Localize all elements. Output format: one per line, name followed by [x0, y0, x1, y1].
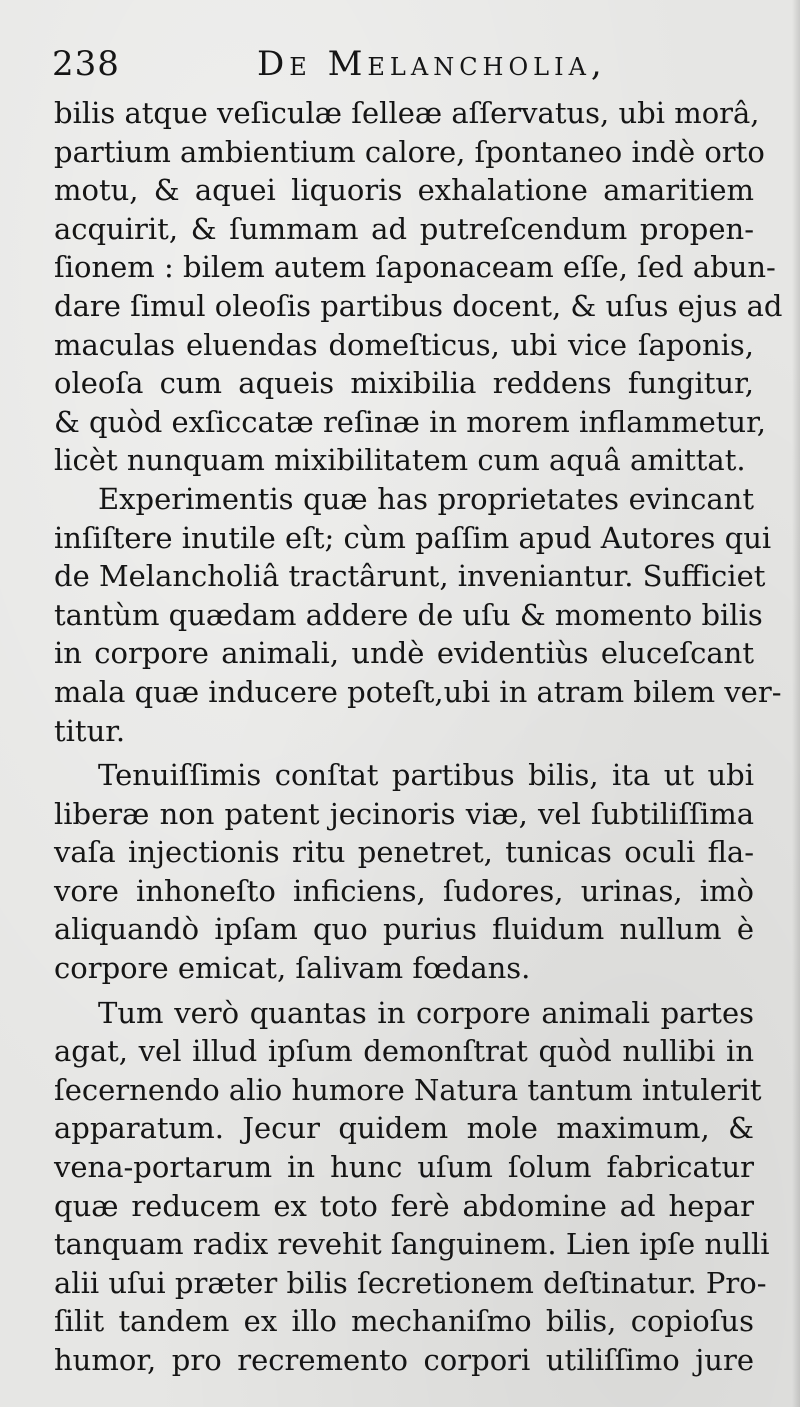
text-line: aliquandò ipſam quo purius fluidum nullum è	[54, 912, 754, 947]
text-line: alii uſui præter bilis ſecretionem deſtinatur. Pro-	[54, 1265, 767, 1300]
text-line: licèt nunquam mixibilitatem cum aquâ amittat.	[54, 443, 746, 478]
text-line: liberæ non patent jecinoris viæ, vel ſubtiliſſima	[54, 796, 754, 831]
text-line: maculas eluendas domeſticus, ubi vice ſaponis,	[54, 327, 754, 362]
paragraph	[54, 480, 782, 750]
text-line: acquirit, & ſummam ad putreſcendum propen-	[54, 211, 754, 246]
text-line: de Melancholiâ tractârunt, inveniantur. Sufficiet	[54, 559, 766, 594]
text-line: tanquam radix revehit ſanguinem. Lien ipſe nulli	[54, 1227, 770, 1262]
paragraph	[54, 994, 770, 1380]
text-line: humor, pro recremento corpori utiliſſimo jure	[54, 1343, 754, 1377]
paragraph	[54, 94, 783, 480]
text-line: quæ reducem ex toto ferè abdomine ad hepar	[54, 1188, 754, 1223]
text-line: Tenuiſſimis conſtat partibus bilis, ita ut ubi	[98, 758, 754, 793]
page-edge-shadow	[792, 0, 800, 1407]
text-line: apparatum. Jecur quidem mole maximum, &	[54, 1111, 754, 1146]
text-line: ſionem : bilem autem ſaponaceam eſſe, ſed abun-	[54, 250, 776, 285]
text-line: Experimentis quæ has proprietates evincant	[98, 481, 754, 516]
page-number: 238	[52, 44, 120, 84]
text-line: mala quæ inducere poteſt,ubi in atram bilem ver-	[54, 674, 782, 709]
text-line: & quòd exſiccatæ reſinæ in morem inflammetur,	[54, 404, 766, 439]
paragraph	[54, 756, 754, 988]
text-line: agat, vel illud ipſum demonſtrat quòd nullibi in	[54, 1034, 754, 1069]
text-line: ſecernendo alio humore Natura tantum intulerit	[54, 1072, 762, 1107]
text-line: inſiſtere inutile eſt; cùm paſſim apud Autores qui	[54, 520, 772, 555]
page-header	[52, 40, 772, 90]
text-line: tantùm quædam addere de uſu & momento bilis	[54, 597, 763, 632]
text-line: partium ambientium calore, ſpontaneo indè orto	[54, 134, 765, 169]
text-line: Tum verò quantas in corpore animali partes	[98, 995, 754, 1030]
text-line: vore inhoneſto inficiens, ſudores, urinas, imò	[54, 873, 754, 908]
text-line: vena-portarum in hunc uſum ſolum fabricatur	[54, 1150, 754, 1185]
body-text	[54, 94, 783, 1380]
text-line: ſilit tandem ex illo mechaniſmo bilis, copioſus	[54, 1304, 754, 1339]
text-line: vaſa injectionis ritu penetret, tunicas oculi fla-	[54, 835, 754, 870]
text-line: oleoſa cum aqueis mixibilia reddens fungitur,	[54, 366, 754, 401]
text-line: bilis atque veſiculæ ſelleæ aſſervatus, ubi morâ,	[54, 96, 760, 130]
text-line: titur.	[54, 713, 126, 748]
text-line: dare ſimul oleoſis partibus docent, & uſus ejus ad	[54, 288, 783, 323]
text-line: motu, & aquei liquoris exhalatione amaritiem	[54, 173, 754, 208]
text-line: corpore emicat, ſalivam fœdans.	[54, 951, 531, 986]
text-line: in corpore animali, undè evidentiùs eluceſcant	[54, 636, 754, 671]
running-head: De Melancholia,	[257, 44, 607, 84]
